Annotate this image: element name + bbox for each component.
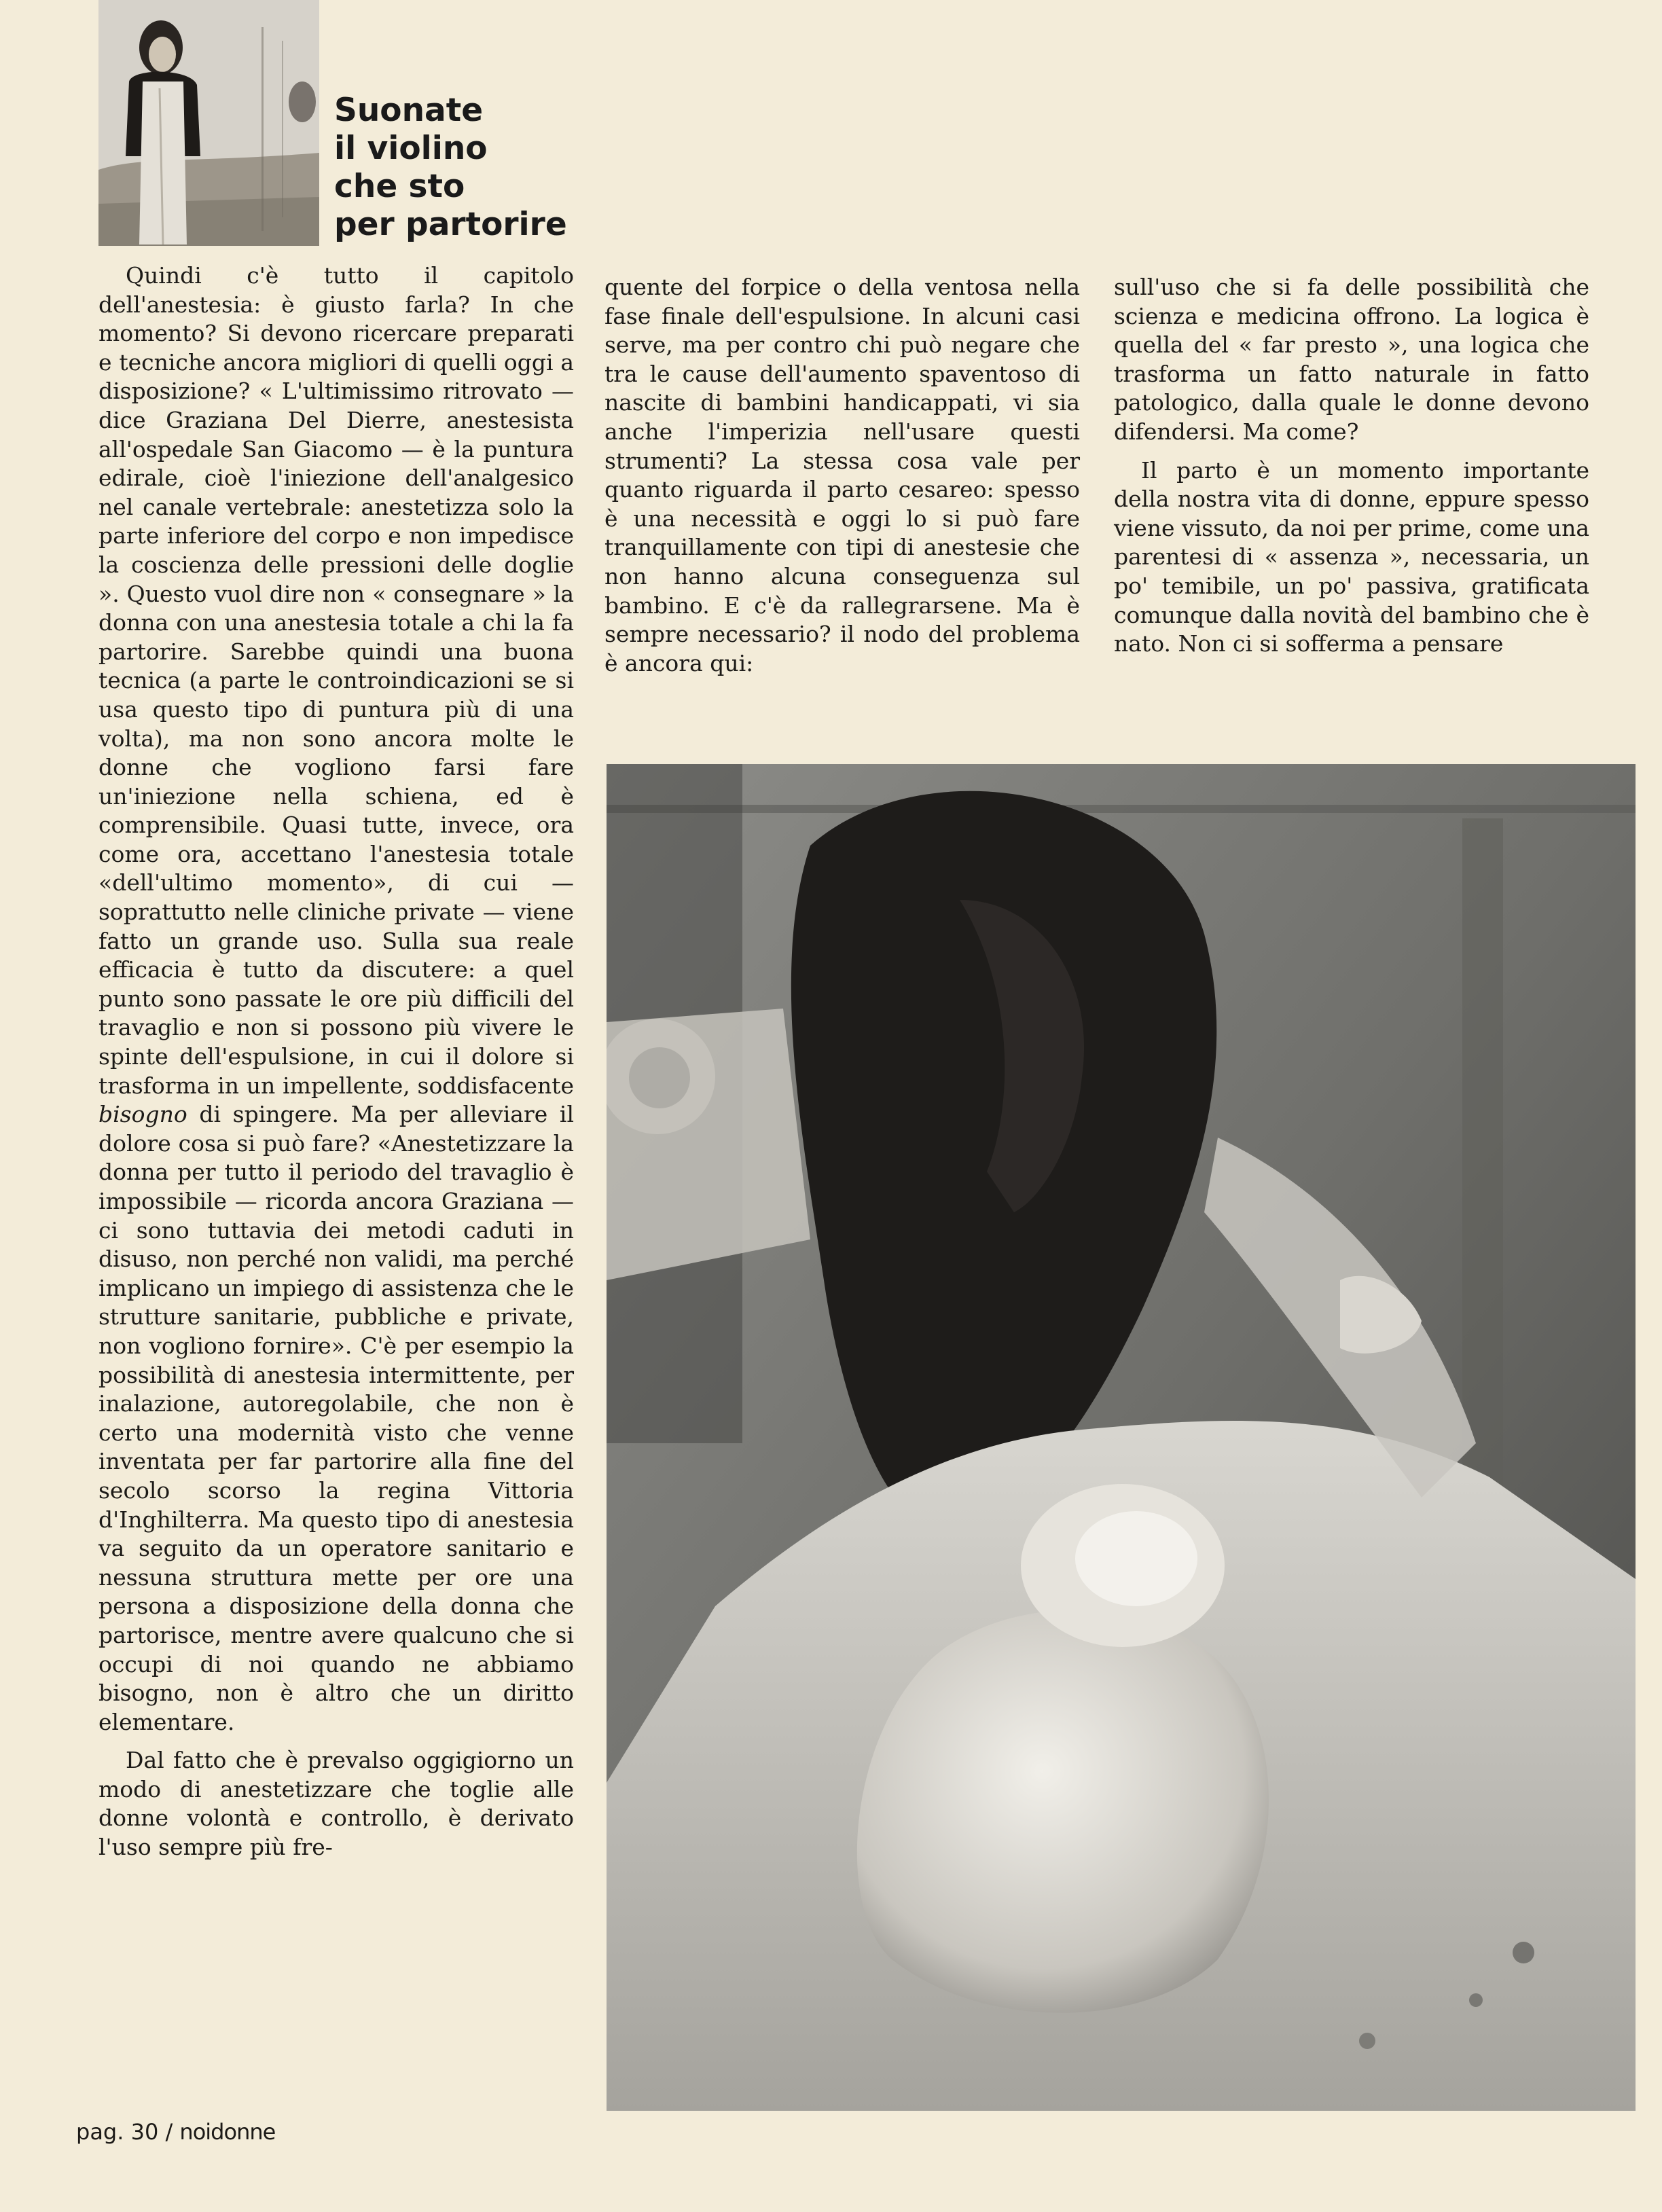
- headline: [334, 92, 592, 244]
- paragraph-text: Quindi c'è tutto il capitolo dell'anestesia: è giusto farla? In che momento? Si devono ricercare preparati e tecniche ancora migliori di quelli oggi a disposizione? « L'ultimissimo ritrovato — dice Graziana Del Dierre, anestesista all'ospedale San Giacomo — è la puntura edirale, cioè l'iniezione dell'analgesico nel canale vertebrale: anestetizza solo la parte inferiore del corpo e non impedisce la coscienza delle pressioni delle doglie ». Questo vuol dire non « consegnare » la donna con una anestesia totale a chi la fa partorire. Sarebbe quindi una buona tecnica (a parte le controindicazioni se si usa questo tipo di puntura più di una volta), ma non sono ancora molte le donne che vogliono farsi fare un'iniezione nella schiena, ed è comprensibile. Quasi tutte, invece, ora come ora, accettano l'anestesia totale «dell'ultimo momento», di cui — soprattutto nelle cliniche private — viene fatto un grande uso. Sulla sua reale efficacia è tutto da discutere: a quel punto sono passate le ore più difficili del travaglio e non si possono più vivere le spinte dell'espulsione, in cui il dolore si trasforma in un impellente, soddisfacente: [98, 262, 574, 1099]
- page-number: pag. 30 /: [76, 2119, 173, 2145]
- headline-line-2: il violino: [334, 130, 488, 167]
- headline-line-1: Suonate: [334, 92, 484, 129]
- headline-line-3: che sto: [334, 168, 465, 205]
- paragraph: quente del forpice o della ventosa nella fase finale dell'espulsione. In alcuni casi serve, ma per contro chi può negare che tra le cause dell'aumento spaventoso di nascite di bambini handicappati, vi sia anche l'imperizia nell'usare questi strumenti? La stessa cosa vale per quanto riguarda il parto cesareo: spesso è una necessità e oggi lo si può fare tranquillamente con tipi di anestesie che non hanno alcuna conseguenza sul bambino. E c'è da rallegrarsene. Ma è sempre necessario? il nodo del problema è ancora qui:: [604, 274, 1080, 676]
- magazine-name: noidonne: [179, 2119, 276, 2145]
- portrait-illustration: [98, 0, 319, 246]
- paragraph: Dal fatto che è prevalso oggigiorno un modo di anestetizzare che toglie alle donne volontà e controllo, è derivato l'uso sempre più fre-: [98, 1747, 574, 1861]
- headline-line-4: per partorire: [334, 206, 567, 243]
- main-photo-illustration: [607, 764, 1636, 2111]
- paragraph: Il parto è un momento importante della nostra vita di donne, eppure spesso viene vissuto, da noi per prime, come una parentesi di « assenza », necessaria, un po' temibile, un po' passiva, gratificata comunque dalla novità del bambino che è nato. Non ci si sofferma a pensare: [1114, 456, 1589, 657]
- article-column-1: [98, 261, 574, 1862]
- article-column-2: [604, 273, 1080, 678]
- paragraph: [98, 261, 574, 1737]
- paragraph: sull'uso che si fa delle possibilità che scienza e medicina offrono. La logica è quella del « far presto », una logica che trasforma un fatto naturale in fatto patologico, dalla quale le donne devono difendersi. Ma come?: [1114, 274, 1589, 445]
- article-column-3: [1114, 273, 1589, 659]
- main-photo: [607, 764, 1636, 2111]
- paragraph-text: di spingere. Ma per alleviare il dolore cosa si può fare? «Anestetizzare la donna per tutto il periodo del travaglio è impossibile — ricorda ancora Graziana — ci sono tuttavia dei metodi caduti in disuso, non perché non validi, ma perché implicano un impiego di assistenza che le strutture sanitarie, pubbliche e private, non vogliono fornire». C'è per esempio la possibilità di anestesia intermittente, per inalazione, autoregolabile, che non è certo una modernità visto che venne inventata per far partorire alla fine del secolo scorso la regina Vittoria d'Inghilterra. Ma questo tipo di anestesia va seguito da un operatore sanitario e nessuna struttura mette per ore una persona a disposizione della donna che partorisce, mentre avere qualcuno che si occupi di noi quando ne abbiamo bisogno, non è altro che un diritto elementare.: [98, 1101, 574, 1735]
- portrait-photo: [98, 0, 319, 246]
- page-footer: [76, 2119, 275, 2145]
- emphasis-text: bisogno: [98, 1101, 187, 1128]
